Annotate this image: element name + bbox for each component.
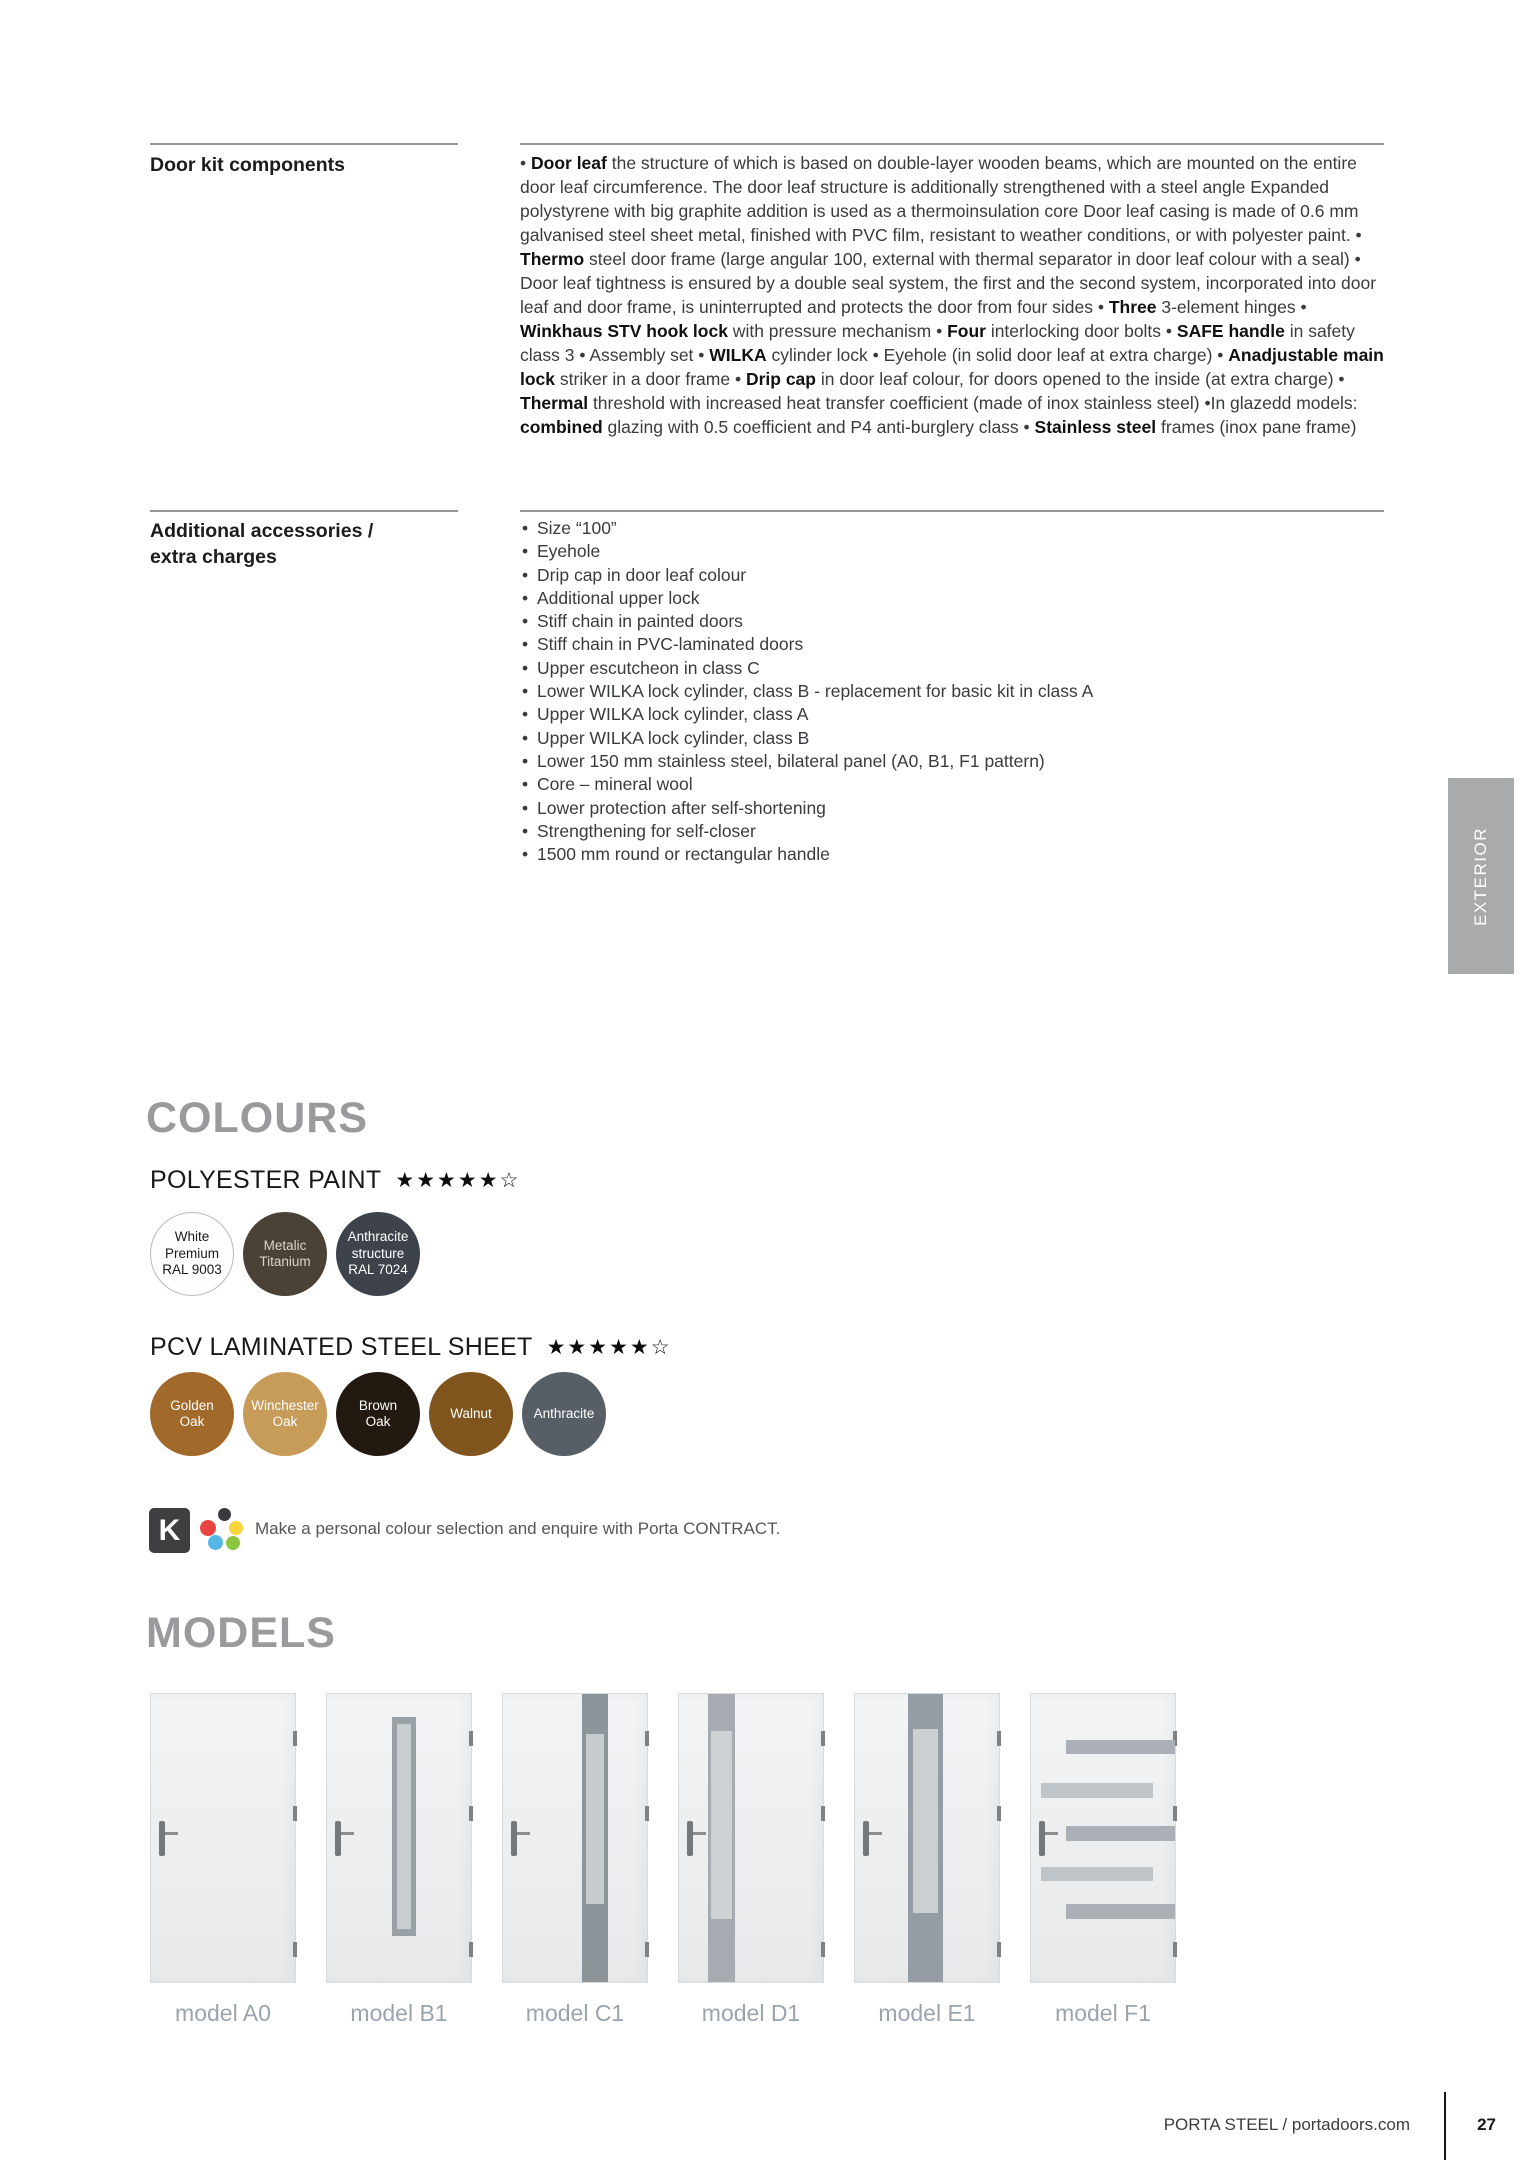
swatch-label: White [174,1229,210,1245]
colour-swatch [336,1212,420,1296]
colour-swatch [522,1372,606,1456]
accessory-item: • Drip cap in door leaf colour [520,564,1400,587]
k-logo: K [149,1508,190,1553]
door-model-label: model E1 [878,2000,976,2026]
door-hinge [645,1731,649,1746]
door-glass [711,1731,732,1918]
section-divider [520,510,1384,512]
accessory-item: • Stiff chain in PVC-laminated doors [520,633,1400,656]
section-divider [520,143,1384,145]
swatch-label: RAL 9003 [162,1262,222,1278]
accessory-item: • Additional upper lock [520,587,1400,610]
accessories-label [150,518,373,570]
colour-swatch [150,1212,234,1296]
door-hinge [997,1806,1001,1821]
door-image [1030,1693,1176,1983]
swatch-label: Oak [179,1414,205,1429]
door-kit-label: Door kit components [150,154,346,176]
contract-dot [226,1536,240,1550]
door-hinge [293,1806,297,1821]
door-image [854,1693,1000,1983]
door-glazing-strip [582,1694,608,1982]
door-handle [335,1821,341,1856]
door-hinge [469,1942,473,1957]
door-model [326,1693,472,2027]
door-image [326,1693,472,1983]
door-model [854,1693,1000,2027]
door-model [150,1693,296,2027]
colour-swatch [243,1212,327,1296]
colour-swatch [429,1372,513,1456]
door-hinge [821,1942,825,1957]
polyester-paint-title: POLYESTER PAINT [150,1166,382,1194]
pcv-title: PCV LAMINATED STEEL SHEET [150,1333,533,1361]
section-divider [150,143,458,145]
door-model-label: model A0 [175,2000,271,2026]
swatch-label: RAL 7024 [348,1262,408,1278]
door-model [502,1693,648,2027]
models-row [150,1693,1176,2027]
door-stripe [1066,1740,1175,1754]
door-model [1030,1693,1176,2027]
door-hinge [821,1731,825,1746]
door-image [502,1693,648,1983]
accessory-item: • Eyehole [520,540,1400,563]
colour-swatch [150,1372,234,1456]
door-model-label: model D1 [701,2000,801,2026]
colour-swatch [243,1372,327,1456]
door-handle [1039,1821,1045,1856]
door-hinge [997,1942,1001,1957]
door-model-label: model C1 [525,2000,625,2026]
accessory-item: • Strengthening for self-closer [520,820,1400,843]
door-hinge [469,1731,473,1746]
contract-dots [195,1505,247,1555]
door-handle [511,1821,517,1856]
door-hinge [821,1806,825,1821]
swatch-label: Premium [164,1245,219,1261]
door-glass [913,1729,938,1913]
accessory-item: • Upper escutcheon in class C [520,657,1400,680]
door-glass [397,1724,411,1929]
door-image [150,1693,296,1983]
contract-note: Make a personal colour selection and enquire with Porta CONTRACT. [255,1519,781,1538]
door-model [678,1693,824,2027]
accessory-item: • Upper WILKA lock cylinder, class B [520,727,1400,750]
contract-dot [229,1521,243,1535]
swatch-label: Brown [358,1397,398,1413]
contract-dot [208,1535,223,1550]
door-model-label: model B1 [350,2000,448,2026]
accessory-item: • Lower 150 mm stainless steel, bilateral panel (A0, B1, F1 pattern) [520,750,1400,773]
pcv-heading [150,1333,672,1362]
door-hinge [469,1806,473,1821]
polyester-paint-heading [150,1166,520,1195]
exterior-tab-label: EXTERIOR [1471,826,1490,926]
swatch-label: Golden [170,1397,214,1413]
rating-stars: ★★★★★☆ [546,1336,672,1359]
swatch-label: Oak [272,1414,298,1429]
page-number: 27 [1477,2115,1496,2134]
accessory-item: • Upper WILKA lock cylinder, class A [520,703,1400,726]
door-hinge [293,1731,297,1746]
colour-swatch [336,1372,420,1456]
door-hinge [645,1942,649,1957]
swatch-label: Titanium [259,1254,311,1269]
polyester-swatch-row [150,1212,420,1296]
swatch-label: Winchester [251,1397,319,1413]
pcv-swatch-row [150,1372,606,1456]
footer-brand: PORTA STEEL / portadoors.com [1163,2115,1410,2134]
door-image [678,1693,824,1983]
accessory-item: • Lower protection after self-shortening [520,797,1400,820]
accessory-item: • 1500 mm round or rectangular handle [520,843,1400,866]
door-hinge [645,1806,649,1821]
accessories-label-line2: extra charges [150,546,277,568]
door-hinge [1173,1806,1177,1821]
swatch-label: Anthracite [347,1229,409,1245]
accessory-item: • Lower WILKA lock cylinder, class B - replacement for basic kit in class A [520,680,1400,703]
colours-heading: COLOURS [146,1094,368,1142]
contract-dot [200,1520,216,1536]
door-stripe [1041,1783,1153,1797]
door-glass [586,1734,604,1904]
door-handle [863,1821,869,1856]
door-kit-description: • Door leaf the structure of which is based on double-layer wooden beams, which are mounted on the entire door leaf circumference. The door leaf structure is additionally strengthened with a steel angle Expanded polystyrene with big graphite addition is used as a thermoinsulation core Door leaf casing is made of 0.6 mm galvanised steel sheet metal, finished with PVC film, resistant to weather conditions, or with polyester paint. • Thermo steel door frame (large angular 100, external with thermal separator in door leaf colour with a seal) • Door leaf tightness is ensured by a double seal system, the first and the second system, incorporated into door leaf and door frame, is uninterrupted and protects the door from four sides • Three 3-element hinges • Winkhaus STV hook lock with pressure mechanism • Four interlocking door bolts • SAFE handle in safety class 3 • Assembly set • WILKA cylinder lock • Eyehole (in solid door leaf at extra charge) • Anadjustable main lock striker in a door frame • Drip cap in door leaf colour, for doors opened to the inside (at extra charge) • Thermal threshold with increased heat transfer coefficient (made of inox stainless steel) •In glazedd models: combined glazing with 0.5 coefficient and P4 anti-burglery class • Stainless steel frames (inox pane frame) [520,153,1384,437]
door-stripe [1066,1826,1175,1840]
accessory-item: • Size “100” [520,517,1400,540]
door-hinge [293,1942,297,1957]
door-handle [159,1821,165,1856]
door-hinge [1173,1942,1177,1957]
footer-divider [1444,2092,1446,2160]
rating-stars: ★★★★★☆ [395,1169,521,1192]
door-handle [687,1821,693,1856]
door-glazing-strip [708,1694,735,1982]
accessory-item: • Stiff chain in painted doors [520,610,1400,633]
door-model-label: model F1 [1055,2000,1151,2026]
door-hinge [997,1731,1001,1746]
accessories-list [520,517,1400,866]
accessory-item: • Core – mineral wool [520,773,1400,796]
door-glazing-strip [392,1717,416,1936]
section-divider [150,510,458,512]
door-stripe [1041,1867,1153,1881]
door-stripe [1066,1904,1175,1918]
page-footer [1129,2085,1529,2160]
door-glazing-strip [908,1694,943,1982]
exterior-tab [1448,778,1514,974]
swatch-label: structure [351,1245,405,1261]
models-heading: MODELS [146,1609,336,1657]
swatch-label: Walnut [450,1405,492,1421]
swatch-label: Anthracite [533,1405,595,1421]
swatch-label: Oak [365,1414,391,1429]
contract-dot [218,1508,231,1521]
accessories-label-line1: Additional accessories / [150,520,374,542]
swatch-label: Metalic [263,1237,307,1253]
